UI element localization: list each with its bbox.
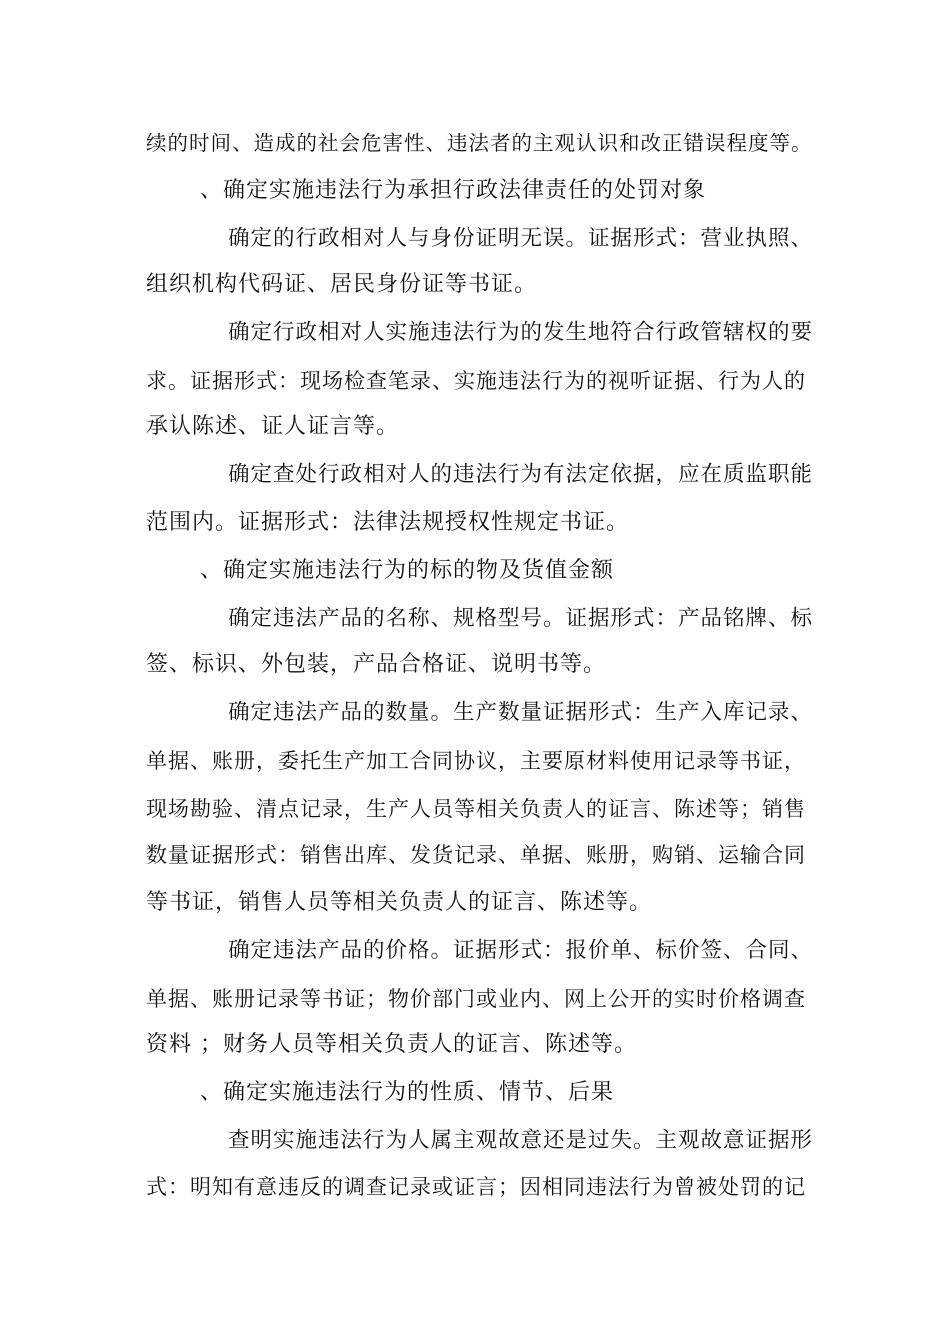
section-heading: 、确定实施违法行为的性质、情节、后果 <box>200 1080 615 1105</box>
paragraph-line: 资料 ；财务人员等相关负责人的证言、陈述等。 <box>146 1032 637 1057</box>
section-heading: 、确定实施违法行为承担行政法律责任的处罚对象 <box>200 178 707 203</box>
paragraph-line: 现场勘验、清点记录，生产人员等相关负责人的证言、陈述等；销售 <box>146 797 806 821</box>
paragraph-line: 单据、账册，委托生产加工合同协议，主要原材料使用记录等书证， <box>146 749 806 773</box>
paragraph-line: 单据、账册记录等书证；物价部门或业内、网上公开的实时价格调查 <box>146 987 806 1011</box>
paragraph-line: 求。证据形式：现场检查笔录、实施违法行为的视听证据、行为人的 <box>146 369 806 393</box>
paragraph-line: 确定违法产品的价格。证据形式：报价单、标价签、合同、 <box>228 938 814 963</box>
paragraph-line: 签、标识、外包装，产品合格证、说明书等。 <box>146 652 607 677</box>
paragraph-line: 确定违法产品的数量。生产数量证据形式：生产入库记录、 <box>228 700 814 725</box>
paragraph-line: 确定的行政相对人与身份证明无误。证据形式：营业执照、 <box>228 226 814 251</box>
paragraph-line: 承认陈述、证人证言等。 <box>146 414 400 439</box>
paragraph-line: 范围内。证据形式：法律法规授权性规定书证。 <box>146 510 630 535</box>
paragraph-line: 数量证据形式：销售出库、发货记录、单据、账册，购销、运输合同 <box>146 843 806 867</box>
section-heading: 、确定实施违法行为的标的物及货值金额 <box>200 558 615 583</box>
paragraph-line: 确定违法产品的名称、规格型号。证据形式：产品铭牌、标 <box>228 606 814 631</box>
paragraph-line: 组织机构代码证、居民身份证等书证。 <box>146 272 538 297</box>
paragraph-line: 等书证，销售人员等相关负责人的证言、陈述等。 <box>146 890 653 915</box>
paragraph-line: 查明实施违法行为人属主观故意还是过失。主观故意证据形 <box>228 1128 814 1153</box>
paragraph-line: 式：明知有意违反的调查记录或证言；因相同违法行为曾被处罚的记 <box>146 1175 806 1199</box>
paragraph-line: 确定行政相对人实施违法行为的发生地符合行政管辖权的要 <box>228 320 814 345</box>
paragraph-line: 续的时间、造成的社会危害性、违法者的主观认识和改正错误程度等。 <box>146 131 813 155</box>
paragraph-line: 确定查处行政相对人的违法行为有法定依据，应在质监职能 <box>228 462 814 487</box>
